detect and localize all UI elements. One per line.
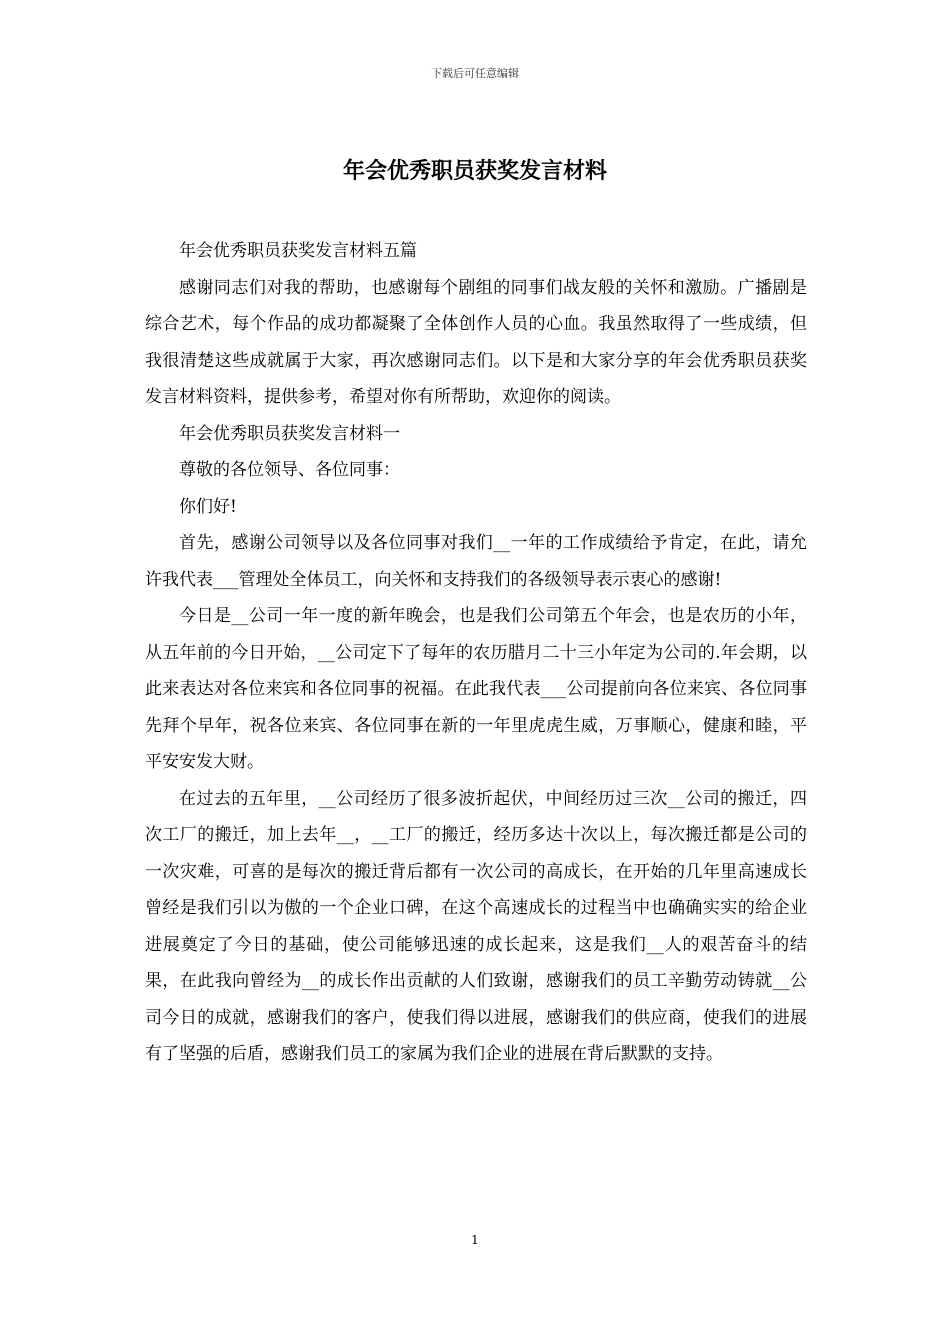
paragraph-annual-party: 今日是__公司一年一度的新年晚会，也是我们公司第五个年会，也是农历的小年，从五年前的今日开始，__公司定下了每年的农历腊月二十三小年定为公司的.年会期，以此来表达对各位来宾和各位同事的祝福。在此我代表___公司提前向各位来宾、各位同事先拜个早年，祝各位来宾、各位同事在新的一年里虎虎生威，万事顺心，健康和睦，平平安安发大财。 xyxy=(145,606,807,772)
document-body xyxy=(145,233,807,1073)
paragraph-greeting: 你们好! xyxy=(179,496,237,517)
paragraph-section-heading: 年会优秀职员获奖发言材料一 xyxy=(179,423,400,444)
paragraph-salutation: 尊敬的各位领导、各位同事： xyxy=(179,460,400,480)
page-number: 1 xyxy=(471,1233,479,1247)
paragraph-thanks: 首先，感谢公司领导以及各位同事对我们__一年的工作成绩给予肯定，在此，请允许我代表___管理处全体员工，向关怀和支持我们的各级领导表示衷心的感谢! xyxy=(145,533,807,590)
page-header: 下载后可任意编辑 xyxy=(431,67,519,80)
document-title: 年会优秀职员获奖发言材料 xyxy=(342,158,607,184)
paragraph-subtitle: 年会优秀职员获奖发言材料五篇 xyxy=(179,241,417,261)
paragraph-past-five-years: 在过去的五年里，__公司经历了很多波折起伏，中间经历过三次__公司的搬迁，四次工厂的搬迁，加上去年__，__工厂的搬迁，经历多达十次以上，每次搬迁都是公司的一次灾难，可喜的是每次的搬迁背后都有一次公司的高成长，在开始的几年里高速成长曾经是我们引以为傲的一个企业口碑，在这个高速成长的过程当中也确确实实的给企业进展奠定了今日的基础，使公司能够迅速的成长起来，这是我们__人的艰苦奋斗的结果，在此我向曾经为__的成长作出贡献的人们致谢，感谢我们的员工辛勤劳动铸就__公司今日的成就，感谢我们的客户，使我们得以进展，感谢我们的供应商，使我们的进展有了坚强的后盾，感谢我们员工的家属为我们企业的进展在背后默默的支持。 xyxy=(145,788,807,1064)
paragraph-intro: 感谢同志们对我的帮助，也感谢每个剧组的同事们战友般的关怀和激励。广播剧是综合艺术，每个作品的成功都凝聚了全体创作人员的心血。我虽然取得了一些成绩，但我很清楚这些成就属于大家，再次感谢同志们。以下是和大家分享的年会优秀职员获奖发言材料资料，提供参考，希望对你有所帮助，欢迎你的阅读。 xyxy=(145,277,807,407)
